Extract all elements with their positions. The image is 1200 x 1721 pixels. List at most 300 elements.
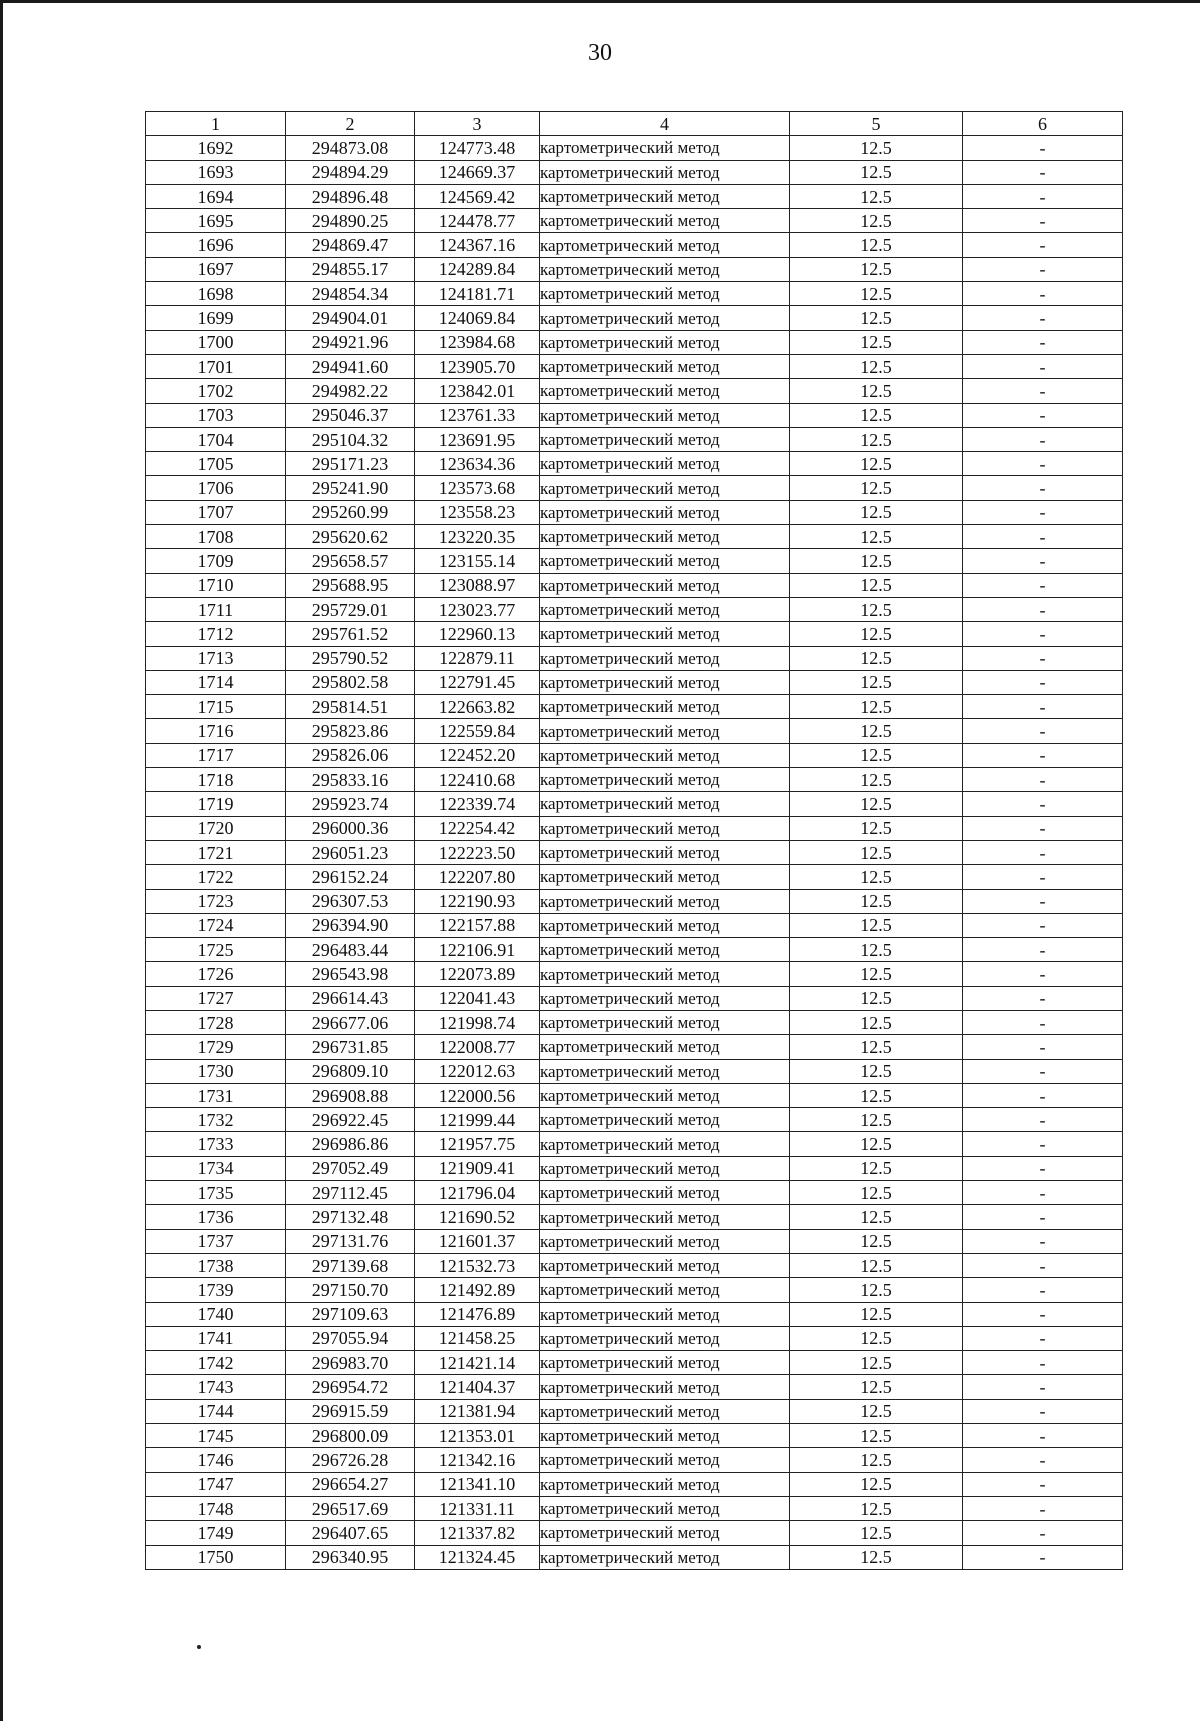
point-number-cell: 1733	[146, 1132, 286, 1156]
point-number-cell: 1750	[146, 1545, 286, 1569]
y-coordinate-cell: 123088.97	[415, 573, 540, 597]
y-coordinate-cell: 122254.42	[415, 816, 540, 840]
note-cell: -	[963, 1399, 1123, 1423]
x-coordinate-cell: 295833.16	[286, 768, 415, 792]
x-coordinate-cell: 296731.85	[286, 1035, 415, 1059]
note-cell: -	[963, 865, 1123, 889]
point-number-cell: 1741	[146, 1326, 286, 1350]
method-cell: картометрический метод	[540, 1424, 790, 1448]
accuracy-cell: 12.5	[790, 209, 963, 233]
accuracy-cell: 12.5	[790, 1472, 963, 1496]
accuracy-cell: 12.5	[790, 379, 963, 403]
accuracy-cell: 12.5	[790, 403, 963, 427]
method-cell: картометрический метод	[540, 160, 790, 184]
y-coordinate-cell: 121353.01	[415, 1424, 540, 1448]
x-coordinate-cell: 295761.52	[286, 622, 415, 646]
note-cell: -	[963, 233, 1123, 257]
point-number-cell: 1708	[146, 525, 286, 549]
method-cell: картометрический метод	[540, 1083, 790, 1107]
note-cell: -	[963, 500, 1123, 524]
point-number-cell: 1715	[146, 695, 286, 719]
coordinates-table	[145, 111, 1123, 1570]
method-cell: картометрический метод	[540, 1059, 790, 1083]
accuracy-cell: 12.5	[790, 597, 963, 621]
x-coordinate-cell: 295923.74	[286, 792, 415, 816]
point-number-cell: 1734	[146, 1156, 286, 1180]
y-coordinate-cell: 123984.68	[415, 330, 540, 354]
note-cell: -	[963, 573, 1123, 597]
y-coordinate-cell: 121342.16	[415, 1448, 540, 1472]
note-cell: -	[963, 209, 1123, 233]
table-row	[146, 986, 1123, 1010]
accuracy-cell: 12.5	[790, 695, 963, 719]
accuracy-cell: 12.5	[790, 816, 963, 840]
table-row	[146, 379, 1123, 403]
point-number-cell: 1719	[146, 792, 286, 816]
method-cell: картометрический метод	[540, 1205, 790, 1229]
point-number-cell: 1746	[146, 1448, 286, 1472]
accuracy-cell: 12.5	[790, 1521, 963, 1545]
accuracy-cell: 12.5	[790, 549, 963, 573]
method-cell: картометрический метод	[540, 622, 790, 646]
table-row	[146, 209, 1123, 233]
note-cell: -	[963, 622, 1123, 646]
accuracy-cell: 12.5	[790, 1302, 963, 1326]
method-cell: картометрический метод	[540, 403, 790, 427]
method-cell: картометрический метод	[540, 962, 790, 986]
x-coordinate-cell: 296614.43	[286, 986, 415, 1010]
header-cell-6: 6	[963, 112, 1123, 136]
y-coordinate-cell: 121690.52	[415, 1205, 540, 1229]
note-cell: -	[963, 427, 1123, 451]
method-cell: картометрический метод	[540, 1302, 790, 1326]
method-cell: картометрический метод	[540, 865, 790, 889]
y-coordinate-cell: 122663.82	[415, 695, 540, 719]
table-row	[146, 792, 1123, 816]
table-row	[146, 719, 1123, 743]
x-coordinate-cell: 296726.28	[286, 1448, 415, 1472]
method-cell: картометрический метод	[540, 257, 790, 281]
x-coordinate-cell: 296394.90	[286, 913, 415, 937]
y-coordinate-cell: 122339.74	[415, 792, 540, 816]
note-cell: -	[963, 1375, 1123, 1399]
table-row	[146, 889, 1123, 913]
table-row	[146, 622, 1123, 646]
scan-border-top	[0, 0, 1200, 3]
y-coordinate-cell: 121381.94	[415, 1399, 540, 1423]
point-number-cell: 1738	[146, 1253, 286, 1277]
note-cell: -	[963, 816, 1123, 840]
method-cell: картометрический метод	[540, 549, 790, 573]
header-cell-3: 3	[415, 112, 540, 136]
point-number-cell: 1692	[146, 136, 286, 160]
point-number-cell: 1703	[146, 403, 286, 427]
method-cell: картометрический метод	[540, 330, 790, 354]
y-coordinate-cell: 121331.11	[415, 1496, 540, 1520]
note-cell: -	[963, 1181, 1123, 1205]
note-cell: -	[963, 282, 1123, 306]
y-coordinate-cell: 121404.37	[415, 1375, 540, 1399]
x-coordinate-cell: 294854.34	[286, 282, 415, 306]
table-row	[146, 573, 1123, 597]
x-coordinate-cell: 294873.08	[286, 136, 415, 160]
header-cell-1: 1	[146, 112, 286, 136]
table-row	[146, 1351, 1123, 1375]
x-coordinate-cell: 294869.47	[286, 233, 415, 257]
point-number-cell: 1740	[146, 1302, 286, 1326]
table-row	[146, 1083, 1123, 1107]
accuracy-cell: 12.5	[790, 1010, 963, 1034]
point-number-cell: 1721	[146, 840, 286, 864]
note-cell: -	[963, 1132, 1123, 1156]
y-coordinate-cell: 122207.80	[415, 865, 540, 889]
y-coordinate-cell: 122452.20	[415, 743, 540, 767]
y-coordinate-cell: 121341.10	[415, 1472, 540, 1496]
scan-border-left	[0, 0, 3, 1721]
accuracy-cell: 12.5	[790, 306, 963, 330]
table-row	[146, 865, 1123, 889]
point-number-cell: 1720	[146, 816, 286, 840]
table-row	[146, 160, 1123, 184]
page-number: 30	[588, 40, 612, 66]
header-cell-5: 5	[790, 112, 963, 136]
method-cell: картометрический метод	[540, 840, 790, 864]
table-row	[146, 938, 1123, 962]
point-number-cell: 1697	[146, 257, 286, 281]
y-coordinate-cell: 124773.48	[415, 136, 540, 160]
y-coordinate-cell: 124669.37	[415, 160, 540, 184]
table-row	[146, 597, 1123, 621]
note-cell: -	[963, 1059, 1123, 1083]
method-cell: картометрический метод	[540, 1156, 790, 1180]
y-coordinate-cell: 122157.88	[415, 913, 540, 937]
point-number-cell: 1742	[146, 1351, 286, 1375]
method-cell: картометрический метод	[540, 427, 790, 451]
x-coordinate-cell: 294921.96	[286, 330, 415, 354]
method-cell: картометрический метод	[540, 476, 790, 500]
x-coordinate-cell: 295658.57	[286, 549, 415, 573]
note-cell: -	[963, 525, 1123, 549]
point-number-cell: 1698	[146, 282, 286, 306]
note-cell: -	[963, 646, 1123, 670]
point-number-cell: 1737	[146, 1229, 286, 1253]
point-number-cell: 1712	[146, 622, 286, 646]
table-row	[146, 330, 1123, 354]
table-row	[146, 306, 1123, 330]
method-cell: картометрический метод	[540, 743, 790, 767]
table-row	[146, 913, 1123, 937]
point-number-cell: 1701	[146, 354, 286, 378]
point-number-cell: 1747	[146, 1472, 286, 1496]
point-number-cell: 1732	[146, 1108, 286, 1132]
method-cell: картометрический метод	[540, 1472, 790, 1496]
y-coordinate-cell: 121458.25	[415, 1326, 540, 1350]
y-coordinate-cell: 122960.13	[415, 622, 540, 646]
accuracy-cell: 12.5	[790, 938, 963, 962]
table-row	[146, 1010, 1123, 1034]
method-cell: картометрический метод	[540, 1132, 790, 1156]
accuracy-cell: 12.5	[790, 1496, 963, 1520]
point-number-cell: 1728	[146, 1010, 286, 1034]
point-number-cell: 1693	[146, 160, 286, 184]
method-cell: картометрический метод	[540, 719, 790, 743]
y-coordinate-cell: 122073.89	[415, 962, 540, 986]
x-coordinate-cell: 295688.95	[286, 573, 415, 597]
point-number-cell: 1707	[146, 500, 286, 524]
note-cell: -	[963, 1278, 1123, 1302]
note-cell: -	[963, 257, 1123, 281]
point-number-cell: 1748	[146, 1496, 286, 1520]
y-coordinate-cell: 124181.71	[415, 282, 540, 306]
point-number-cell: 1729	[146, 1035, 286, 1059]
x-coordinate-cell: 296654.27	[286, 1472, 415, 1496]
method-cell: картометрический метод	[540, 1521, 790, 1545]
point-number-cell: 1711	[146, 597, 286, 621]
table-row	[146, 427, 1123, 451]
note-cell: -	[963, 1035, 1123, 1059]
point-number-cell: 1725	[146, 938, 286, 962]
table-row	[146, 1448, 1123, 1472]
accuracy-cell: 12.5	[790, 452, 963, 476]
x-coordinate-cell: 295790.52	[286, 646, 415, 670]
table-row	[146, 1399, 1123, 1423]
y-coordinate-cell: 121909.41	[415, 1156, 540, 1180]
table-row	[146, 1205, 1123, 1229]
header-cell-4: 4	[540, 112, 790, 136]
y-coordinate-cell: 121492.89	[415, 1278, 540, 1302]
y-coordinate-cell: 123634.36	[415, 452, 540, 476]
table-row	[146, 1156, 1123, 1180]
table-row	[146, 257, 1123, 281]
header-cell-2: 2	[286, 112, 415, 136]
y-coordinate-cell: 122879.11	[415, 646, 540, 670]
note-cell: -	[963, 379, 1123, 403]
table-row	[146, 525, 1123, 549]
note-cell: -	[963, 1156, 1123, 1180]
method-cell: картометрический метод	[540, 282, 790, 306]
method-cell: картометрический метод	[540, 768, 790, 792]
point-number-cell: 1744	[146, 1399, 286, 1423]
note-cell: -	[963, 1302, 1123, 1326]
x-coordinate-cell: 296800.09	[286, 1424, 415, 1448]
x-coordinate-cell: 295826.06	[286, 743, 415, 767]
method-cell: картометрический метод	[540, 1326, 790, 1350]
y-coordinate-cell: 121957.75	[415, 1132, 540, 1156]
point-number-cell: 1696	[146, 233, 286, 257]
y-coordinate-cell: 122791.45	[415, 670, 540, 694]
y-coordinate-cell: 122190.93	[415, 889, 540, 913]
table-row	[146, 1253, 1123, 1277]
x-coordinate-cell: 294941.60	[286, 354, 415, 378]
method-cell: картометрический метод	[540, 1399, 790, 1423]
y-coordinate-cell: 121532.73	[415, 1253, 540, 1277]
accuracy-cell: 12.5	[790, 889, 963, 913]
accuracy-cell: 12.5	[790, 500, 963, 524]
method-cell: картометрический метод	[540, 573, 790, 597]
table-row	[146, 840, 1123, 864]
table-row	[146, 233, 1123, 257]
method-cell: картометрический метод	[540, 209, 790, 233]
note-cell: -	[963, 1108, 1123, 1132]
method-cell: картометрический метод	[540, 233, 790, 257]
note-cell: -	[963, 938, 1123, 962]
note-cell: -	[963, 306, 1123, 330]
x-coordinate-cell: 295823.86	[286, 719, 415, 743]
table-row	[146, 743, 1123, 767]
x-coordinate-cell: 294896.48	[286, 184, 415, 208]
point-number-cell: 1718	[146, 768, 286, 792]
y-coordinate-cell: 124569.42	[415, 184, 540, 208]
note-cell: -	[963, 549, 1123, 573]
point-number-cell: 1727	[146, 986, 286, 1010]
x-coordinate-cell: 297052.49	[286, 1156, 415, 1180]
note-cell: -	[963, 597, 1123, 621]
y-coordinate-cell: 124069.84	[415, 306, 540, 330]
accuracy-cell: 12.5	[790, 670, 963, 694]
x-coordinate-cell: 295241.90	[286, 476, 415, 500]
method-cell: картометрический метод	[540, 670, 790, 694]
note-cell: -	[963, 1448, 1123, 1472]
note-cell: -	[963, 719, 1123, 743]
table-row	[146, 768, 1123, 792]
y-coordinate-cell: 123905.70	[415, 354, 540, 378]
x-coordinate-cell: 296152.24	[286, 865, 415, 889]
y-coordinate-cell: 124478.77	[415, 209, 540, 233]
method-cell: картометрический метод	[540, 306, 790, 330]
y-coordinate-cell: 121324.45	[415, 1545, 540, 1569]
accuracy-cell: 12.5	[790, 646, 963, 670]
x-coordinate-cell: 297139.68	[286, 1253, 415, 1277]
table-row	[146, 962, 1123, 986]
point-number-cell: 1736	[146, 1205, 286, 1229]
note-cell: -	[963, 743, 1123, 767]
x-coordinate-cell: 297150.70	[286, 1278, 415, 1302]
note-cell: -	[963, 184, 1123, 208]
table-row	[146, 816, 1123, 840]
table-row	[146, 1278, 1123, 1302]
note-cell: -	[963, 986, 1123, 1010]
method-cell: картометрический метод	[540, 500, 790, 524]
accuracy-cell: 12.5	[790, 160, 963, 184]
note-cell: -	[963, 1326, 1123, 1350]
accuracy-cell: 12.5	[790, 1083, 963, 1107]
x-coordinate-cell: 297112.45	[286, 1181, 415, 1205]
x-coordinate-cell: 295620.62	[286, 525, 415, 549]
accuracy-cell: 12.5	[790, 1108, 963, 1132]
y-coordinate-cell: 123761.33	[415, 403, 540, 427]
y-coordinate-cell: 121421.14	[415, 1351, 540, 1375]
method-cell: картометрический метод	[540, 1035, 790, 1059]
table-row	[146, 1132, 1123, 1156]
table-row	[146, 136, 1123, 160]
y-coordinate-cell: 123155.14	[415, 549, 540, 573]
method-cell: картометрический метод	[540, 184, 790, 208]
note-cell: -	[963, 889, 1123, 913]
point-number-cell: 1700	[146, 330, 286, 354]
x-coordinate-cell: 297132.48	[286, 1205, 415, 1229]
note-cell: -	[963, 670, 1123, 694]
method-cell: картометрический метод	[540, 1545, 790, 1569]
accuracy-cell: 12.5	[790, 1035, 963, 1059]
method-cell: картометрический метод	[540, 913, 790, 937]
accuracy-cell: 12.5	[790, 1278, 963, 1302]
note-cell: -	[963, 1424, 1123, 1448]
table-row	[146, 452, 1123, 476]
accuracy-cell: 12.5	[790, 330, 963, 354]
x-coordinate-cell: 296051.23	[286, 840, 415, 864]
table-row	[146, 1545, 1123, 1569]
note-cell: -	[963, 962, 1123, 986]
x-coordinate-cell: 296483.44	[286, 938, 415, 962]
table-row	[146, 670, 1123, 694]
x-coordinate-cell: 296922.45	[286, 1108, 415, 1132]
table-row	[146, 549, 1123, 573]
y-coordinate-cell: 123220.35	[415, 525, 540, 549]
table-row	[146, 1302, 1123, 1326]
y-coordinate-cell: 121999.44	[415, 1108, 540, 1132]
x-coordinate-cell: 295729.01	[286, 597, 415, 621]
note-cell: -	[963, 1229, 1123, 1253]
table-row	[146, 354, 1123, 378]
note-cell: -	[963, 1205, 1123, 1229]
y-coordinate-cell: 124367.16	[415, 233, 540, 257]
accuracy-cell: 12.5	[790, 743, 963, 767]
y-coordinate-cell: 122559.84	[415, 719, 540, 743]
table-row	[146, 1181, 1123, 1205]
x-coordinate-cell: 297131.76	[286, 1229, 415, 1253]
x-coordinate-cell: 296915.59	[286, 1399, 415, 1423]
method-cell: картометрический метод	[540, 1496, 790, 1520]
table-row	[146, 1326, 1123, 1350]
table-row	[146, 1059, 1123, 1083]
point-number-cell: 1743	[146, 1375, 286, 1399]
point-number-cell: 1705	[146, 452, 286, 476]
point-number-cell: 1726	[146, 962, 286, 986]
x-coordinate-cell: 296307.53	[286, 889, 415, 913]
accuracy-cell: 12.5	[790, 792, 963, 816]
y-coordinate-cell: 123558.23	[415, 500, 540, 524]
accuracy-cell: 12.5	[790, 354, 963, 378]
note-cell: -	[963, 792, 1123, 816]
x-coordinate-cell: 296954.72	[286, 1375, 415, 1399]
note-cell: -	[963, 1521, 1123, 1545]
table-row	[146, 500, 1123, 524]
x-coordinate-cell: 295260.99	[286, 500, 415, 524]
point-number-cell: 1735	[146, 1181, 286, 1205]
method-cell: картометрический метод	[540, 695, 790, 719]
accuracy-cell: 12.5	[790, 1181, 963, 1205]
point-number-cell: 1749	[146, 1521, 286, 1545]
method-cell: картометрический метод	[540, 1351, 790, 1375]
note-cell: -	[963, 1253, 1123, 1277]
method-cell: картометрический метод	[540, 889, 790, 913]
note-cell: -	[963, 913, 1123, 937]
method-cell: картометрический метод	[540, 1181, 790, 1205]
x-coordinate-cell: 296809.10	[286, 1059, 415, 1083]
y-coordinate-cell: 121337.82	[415, 1521, 540, 1545]
note-cell: -	[963, 695, 1123, 719]
method-cell: картометрический метод	[540, 1375, 790, 1399]
point-number-cell: 1710	[146, 573, 286, 597]
accuracy-cell: 12.5	[790, 1156, 963, 1180]
x-coordinate-cell: 295104.32	[286, 427, 415, 451]
point-number-cell: 1724	[146, 913, 286, 937]
point-number-cell: 1745	[146, 1424, 286, 1448]
point-number-cell: 1694	[146, 184, 286, 208]
y-coordinate-cell: 122012.63	[415, 1059, 540, 1083]
method-cell: картометрический метод	[540, 597, 790, 621]
y-coordinate-cell: 123573.68	[415, 476, 540, 500]
